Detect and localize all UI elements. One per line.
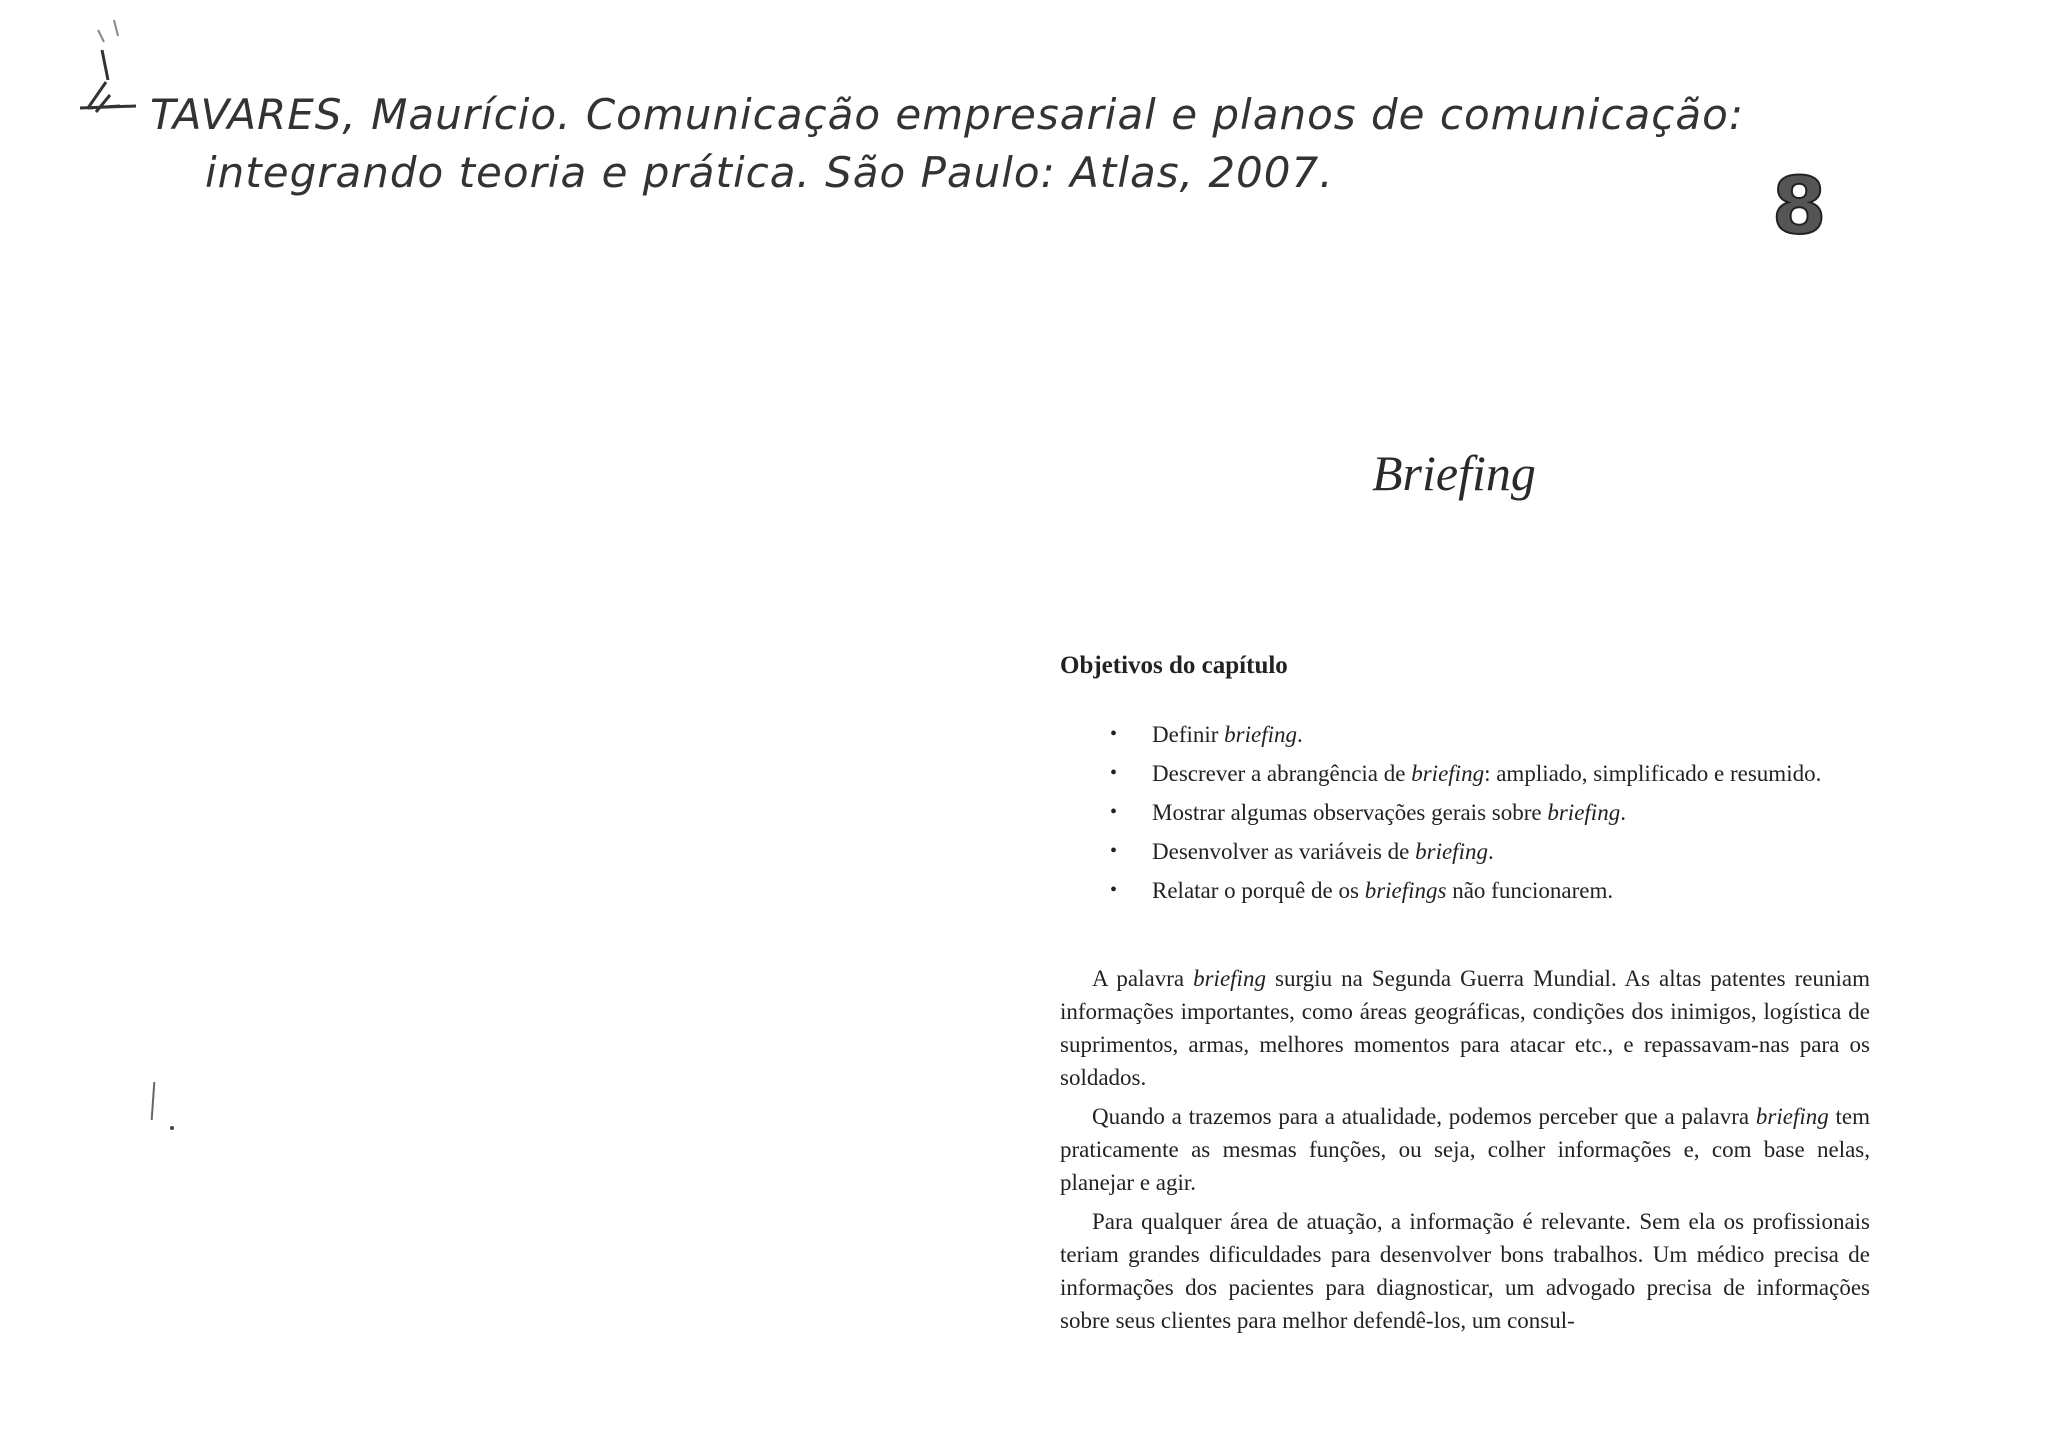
objective-text: Mostrar algumas observações gerais sobre briefing. bbox=[1152, 800, 1626, 825]
paragraph: Para qualquer área de atuação, a informação é relevante. Sem ela os profissionais teriam grandes dificuldades para desenvolver bons trabalhos. Um médico precisa de informações dos pacientes para diagnosticar, um advogado precisa de informações sobre seus clientes para melhor defendê-los, um consul- bbox=[1060, 1209, 1870, 1333]
objective-text: Desenvolver as variáveis de briefing. bbox=[1152, 839, 1494, 864]
bullet-icon: • bbox=[1110, 723, 1118, 745]
objective-text: Descrever a abrangência de briefing: ampliado, simplificado e resumido. bbox=[1152, 761, 1822, 786]
objective-item bbox=[1110, 757, 1870, 790]
objective-item bbox=[1110, 874, 1870, 907]
objective-text: Definir briefing. bbox=[1152, 722, 1303, 747]
body-text bbox=[1060, 962, 1870, 1343]
objective-item bbox=[1110, 835, 1870, 868]
bullet-icon: • bbox=[1110, 840, 1118, 862]
objective-item bbox=[1110, 718, 1870, 751]
chapter-number: 8 bbox=[1772, 162, 1827, 252]
margin-pencil-mark bbox=[151, 1082, 156, 1120]
bullet-icon: • bbox=[1110, 801, 1118, 823]
bullet-icon: • bbox=[1110, 762, 1118, 784]
objectives-heading: Objetivos do capítulo bbox=[1060, 652, 1288, 679]
objective-item bbox=[1110, 796, 1870, 829]
bullet-icon: • bbox=[1110, 879, 1118, 901]
paragraph: A palavra briefing surgiu na Segunda Guerra Mundial. As altas patentes reuniam informações importantes, como áreas geográficas, condições dos inimigos, logística de suprimentos, armas, melhores momentos para atacar etc., e repassavam-nas para os soldados. bbox=[1060, 966, 1870, 1090]
handwritten-citation-line-2: integrando teoria e prática. São Paulo: Atlas, 2007. bbox=[205, 148, 1334, 197]
margin-scribble bbox=[40, 10, 140, 120]
chapter-title: Briefing bbox=[1372, 445, 1536, 501]
objectives-list bbox=[1110, 718, 1870, 913]
objective-text: Relatar o porquê de os briefings não funcionarem. bbox=[1152, 878, 1614, 903]
paragraph: Quando a trazemos para a atualidade, podemos perceber que a palavra briefing tem praticamente as mesmas funções, ou seja, colher informações e, com base nelas, planejar e agir. bbox=[1060, 1104, 1870, 1195]
handwritten-citation-line-1: TAVARES, Maurício. Comunicação empresarial e planos de comunicação: bbox=[150, 90, 1744, 139]
margin-pencil-dot bbox=[170, 1126, 174, 1130]
